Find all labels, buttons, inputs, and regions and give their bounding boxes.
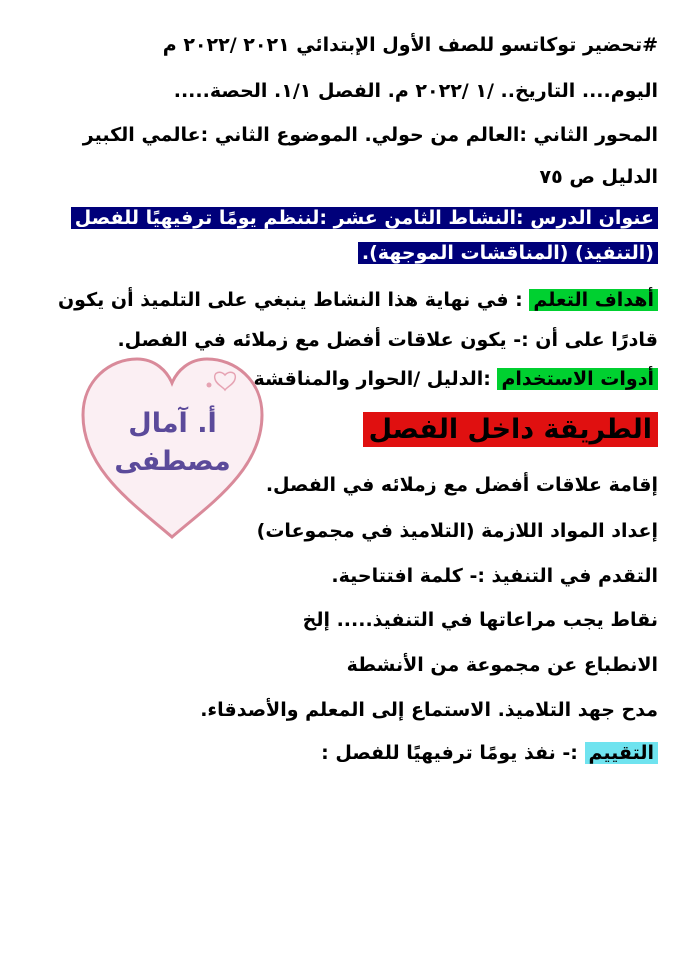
teacher-heart-stamp [75,345,270,545]
method-step: نقاط يجب مراعاتها في التنفيذ..... إلخ [302,609,658,631]
date-line: اليوم.... التاريخ.. /١ /٢٠٢٢ م. الفصل ١/١. الحصة..... [173,80,658,102]
method-step: مدح جهد التلاميذ. الاستماع إلى المعلم والأصدقاء. [200,699,658,721]
objectives-line [42,285,658,315]
evaluation-label: التقييم [585,742,659,764]
objectives-text: : في نهاية هذا النشاط ينبغي على التلميذ أن يكون [57,289,523,311]
method-heading: الطريقة داخل الفصل [363,412,658,447]
stamp-name-line-2: مصطفى [114,446,231,477]
evaluation-text: :- نفذ يومًا ترفيهيًا للفصل : [321,742,578,764]
lesson-title-line [42,203,658,233]
objectives-continuation: قادرًا على أن :- يكون علاقات أفضل مع زملائه في الفصل. [117,329,658,351]
tools-text: :الدليل /الحوار والمناقشة [253,368,491,390]
method-step: إقامة علاقات أفضل مع زملائه في الفصل. [265,474,658,496]
lesson-title: عنوان الدرس :النشاط الثامن عشر :لننظم يومًا ترفيهيًا للفصل [71,207,658,229]
guide-page-line: الدليل ص ٧٥ [539,166,658,188]
stamp-name-line-1: أ. آمال [128,408,217,439]
method-step: التقدم في التنفيذ :- كلمة افتتاحية. [331,565,658,587]
plan-title: #تحضير توكاتسو للصف الأول الإبتدائي ٢٠٢١ /٢٠٢٢ م [162,34,658,56]
tools-label: أدوات الاستخدام [497,368,658,390]
method-step: الانطباع عن مجموعة من الأنشطة [346,654,658,676]
lesson-subtitle: (التنفيذ) (المناقشات الموجهة). [358,242,658,264]
method-step: إعداد المواد اللازمة (التلاميذ في مجموعات) [256,520,658,542]
evaluation-line [42,738,658,768]
lesson-subtitle-line [42,238,658,268]
axis-topic-line: المحور الثاني :العالم من حولي. الموضوع الثاني :عالمي الكبير [82,124,658,146]
objectives-label: أهداف التعلم [529,289,658,311]
